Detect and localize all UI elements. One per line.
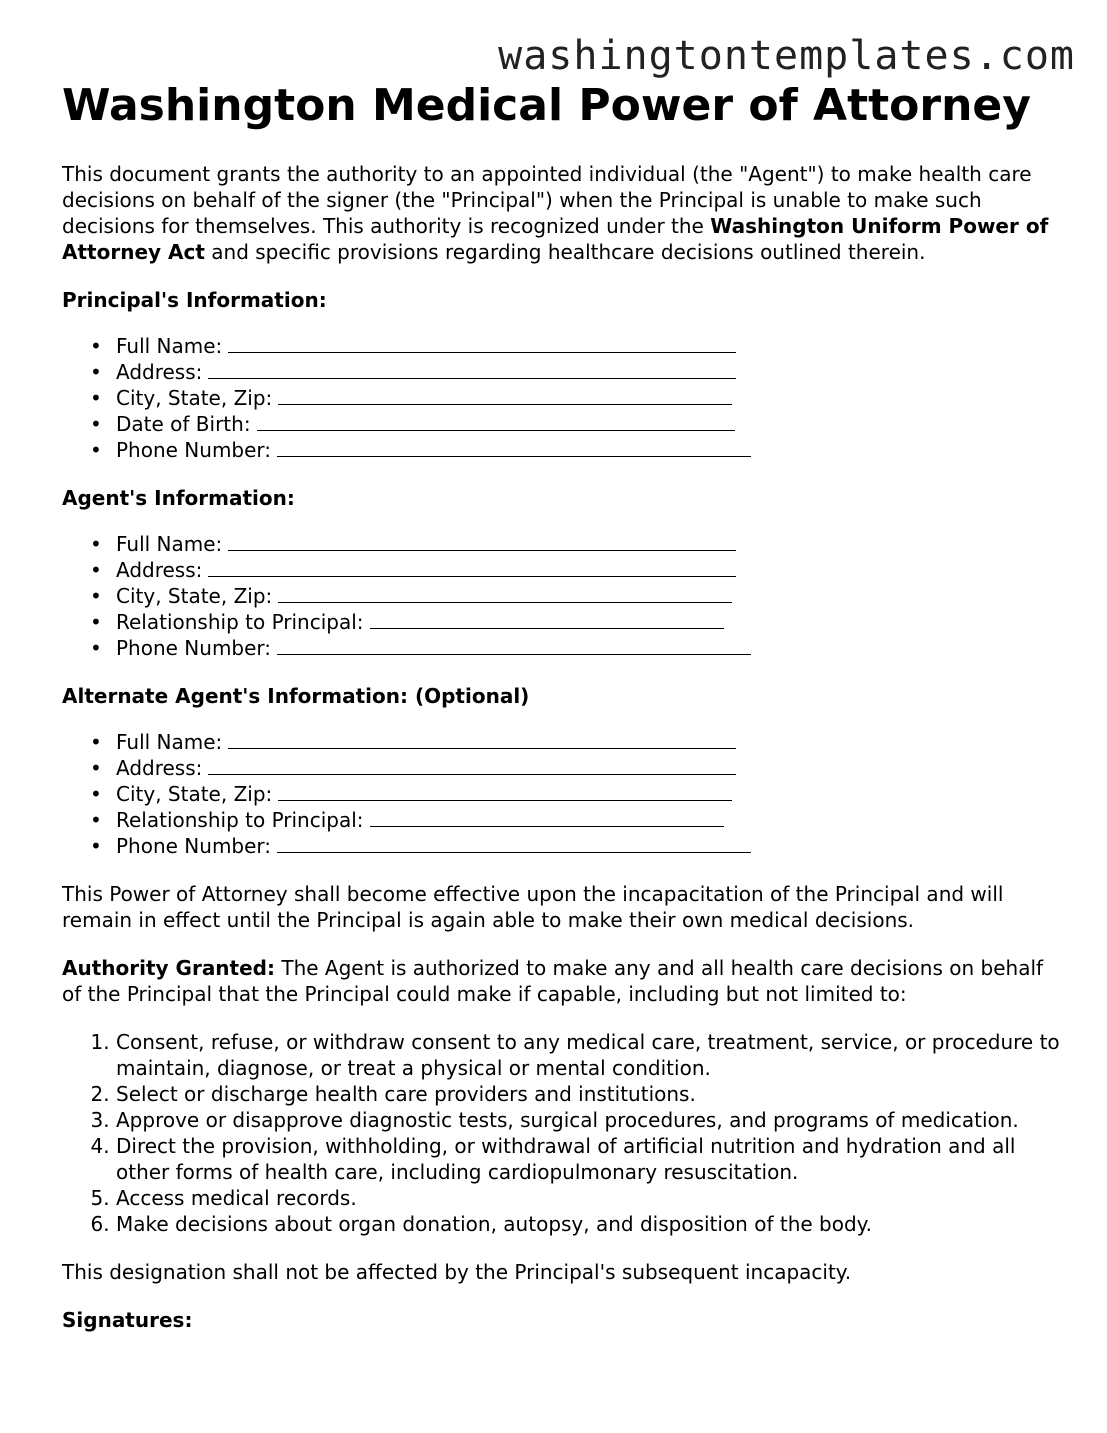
principal-phone-line[interactable] [277,438,751,457]
principal-heading: Principal's Information: [62,288,327,312]
alternate-full-name-line[interactable] [228,730,736,749]
effective-paragraph: This Power of Attorney shall become effective upon the incapacitation of the Principal and will remain in effect until the Principal is again able to make their own medical decisions. [62,882,1004,932]
principal-city-state-zip-line[interactable] [278,386,732,405]
field-label: Phone Number: [116,636,272,660]
designation-paragraph: This designation shall not be affected by the Principal's subsequent incapacity. [62,1260,852,1284]
document-page [62,80,1062,1333]
site-watermark: washingtontemplates.com [498,33,1075,79]
field-label: Full Name: [116,334,223,358]
authority-label: Authority Granted: [62,956,275,980]
field-label: Address: [116,756,203,780]
field-label: Full Name: [116,730,223,754]
principal-address-field [90,359,1062,385]
agent-address-line[interactable] [208,558,736,577]
intro-text-1: This document grants the authority to an appointed individual (the "Agent") to make health care decisions on behalf of the signer (the "Principal") when the Principal is unable to make such decisions for themselves. This authority is recognized under the [62,162,1032,238]
principal-date-of-birth-field [90,411,1062,437]
field-label: Relationship to Principal: [116,610,364,634]
signatures-heading: Signatures: [62,1308,193,1332]
field-label: Address: [116,360,203,384]
principal-date-of-birth-line[interactable] [257,412,735,431]
agent-fields [62,531,1062,661]
authority-item: 3. Approve or disapprove diagnostic tests, surgical procedures, and programs of medication. [116,1107,1062,1133]
field-label: Relationship to Principal: [116,808,364,832]
intro-paragraph [62,161,1062,265]
principal-city-state-zip-field [90,385,1062,411]
authority-item: 1. Consent, refuse, or withdraw consent to any medical care, treatment, service, or procedure to maintain, diagnose, or treat a physical or mental condition. [116,1029,1062,1081]
agent-heading: Agent's Information: [62,486,295,510]
alternate-agent-heading: Alternate Agent's Information: (Optional) [62,684,530,708]
field-label: Phone Number: [116,834,272,858]
alternate-address-field [90,755,1062,781]
authority-item: 2. Select or discharge health care providers and institutions. [116,1081,1062,1107]
field-label: Date of Birth: [116,412,251,436]
principal-fields [62,333,1062,463]
agent-city-state-zip-field [90,583,1062,609]
field-label: City, State, Zip: [116,782,273,806]
field-label: Address: [116,558,203,582]
agent-relationship-field [90,609,1062,635]
alternate-phone-field [90,833,1062,859]
alternate-full-name-field [90,729,1062,755]
principal-phone-field [90,437,1062,463]
field-label: City, State, Zip: [116,386,273,410]
agent-full-name-field [90,531,1062,557]
principal-address-line[interactable] [208,360,736,379]
authority-paragraph [62,955,1062,1007]
agent-phone-line[interactable] [277,636,751,655]
authority-text: The Agent is authorized to make any and all health care decisions on behalf of the Principal that the Principal could make if capable, including but not limited to: [62,956,1044,1006]
intro-act-name: Washington Uniform Power of Attorney Act [62,214,1049,264]
authority-list [62,1029,1062,1237]
authority-item: 5. Access medical records. [116,1185,1062,1211]
principal-full-name-field [90,333,1062,359]
intro-text-2: and specific provisions regarding healthcare decisions outlined therein. [204,240,926,264]
authority-item: 4. Direct the provision, withholding, or withdrawal of artificial nutrition and hydration and all other forms of health care, including cardiopulmonary resuscitation. [116,1133,1062,1185]
alternate-relationship-field [90,807,1062,833]
principal-full-name-line[interactable] [228,334,736,353]
alternate-agent-fields [62,729,1062,859]
agent-full-name-line[interactable] [228,532,736,551]
alternate-city-state-zip-field [90,781,1062,807]
document-title: Washington Medical Power of Attorney [62,80,1031,131]
agent-city-state-zip-line[interactable] [278,584,732,603]
alternate-city-state-zip-line[interactable] [278,782,732,801]
alternate-phone-line[interactable] [277,834,751,853]
agent-address-field [90,557,1062,583]
alternate-relationship-line[interactable] [370,808,724,827]
field-label: City, State, Zip: [116,584,273,608]
field-label: Phone Number: [116,438,272,462]
field-label: Full Name: [116,532,223,556]
agent-phone-field [90,635,1062,661]
agent-relationship-line[interactable] [370,610,724,629]
authority-item: 6. Make decisions about organ donation, autopsy, and disposition of the body. [116,1211,1062,1237]
alternate-address-line[interactable] [208,756,736,775]
